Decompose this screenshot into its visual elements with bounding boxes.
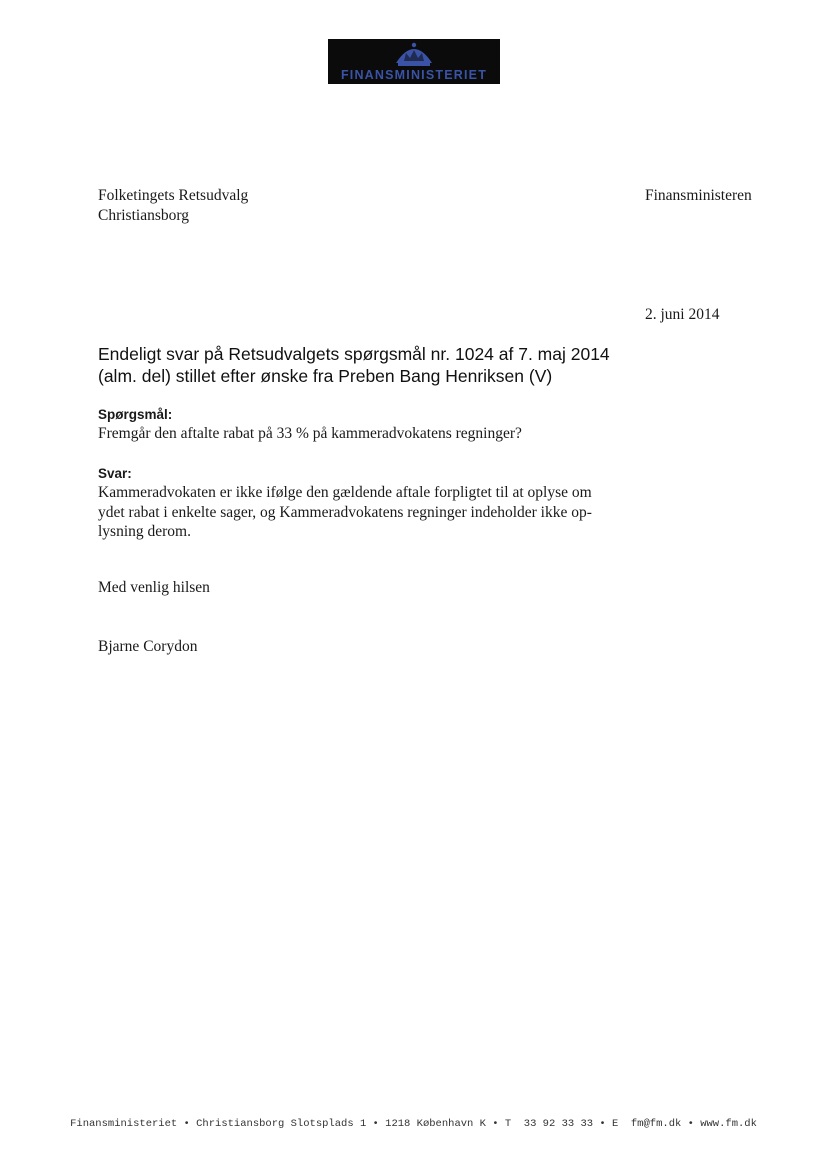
- logo-text: FINANSMINISTERIET: [340, 68, 488, 82]
- signature: Bjarne Corydon: [98, 638, 198, 655]
- recipient-address: [98, 186, 248, 226]
- answer-line-3: lysning derom.: [98, 523, 191, 540]
- crown-icon: [392, 41, 436, 67]
- finansministeriet-logo: [328, 39, 500, 84]
- heading-line-1: Endeligt svar på Retsudvalgets spørgsmål nr. 1024 af 7. maj 2014: [98, 344, 610, 364]
- sender: Finansministeren: [645, 187, 752, 204]
- closing: Med venlig hilsen: [98, 579, 210, 596]
- question-label: Spørgsmål:: [98, 407, 173, 422]
- answer-line-2: ydet rabat i enkelte sager, og Kammeradvokatens regninger indeholder ikke op-: [98, 503, 592, 521]
- footer-contact-info: Finansministeriet • Christiansborg Slotsplads 1 • 1218 København K • T 33 92 33 33 • E fm@fm.dk • www.fm.dk: [70, 1118, 757, 1130]
- letter-heading: [98, 343, 658, 387]
- heading-line-2: (alm. del) stillet efter ønske fra Preben Bang Henriksen (V): [98, 366, 553, 386]
- letter-date: 2. juni 2014: [645, 306, 720, 323]
- answer-line-1: Kammeradvokaten er ikke ifølge den gældende aftale forpligtet til at oplyse om: [98, 484, 592, 501]
- question-text: Fremgår den aftalte rabat på 33 % på kammeradvokatens regninger?: [98, 425, 522, 442]
- recipient-name: Folketingets Retsudvalg: [98, 187, 249, 204]
- answer-text: [98, 483, 592, 542]
- answer-label: Svar:: [98, 466, 132, 481]
- recipient-location: Christiansborg: [98, 207, 189, 224]
